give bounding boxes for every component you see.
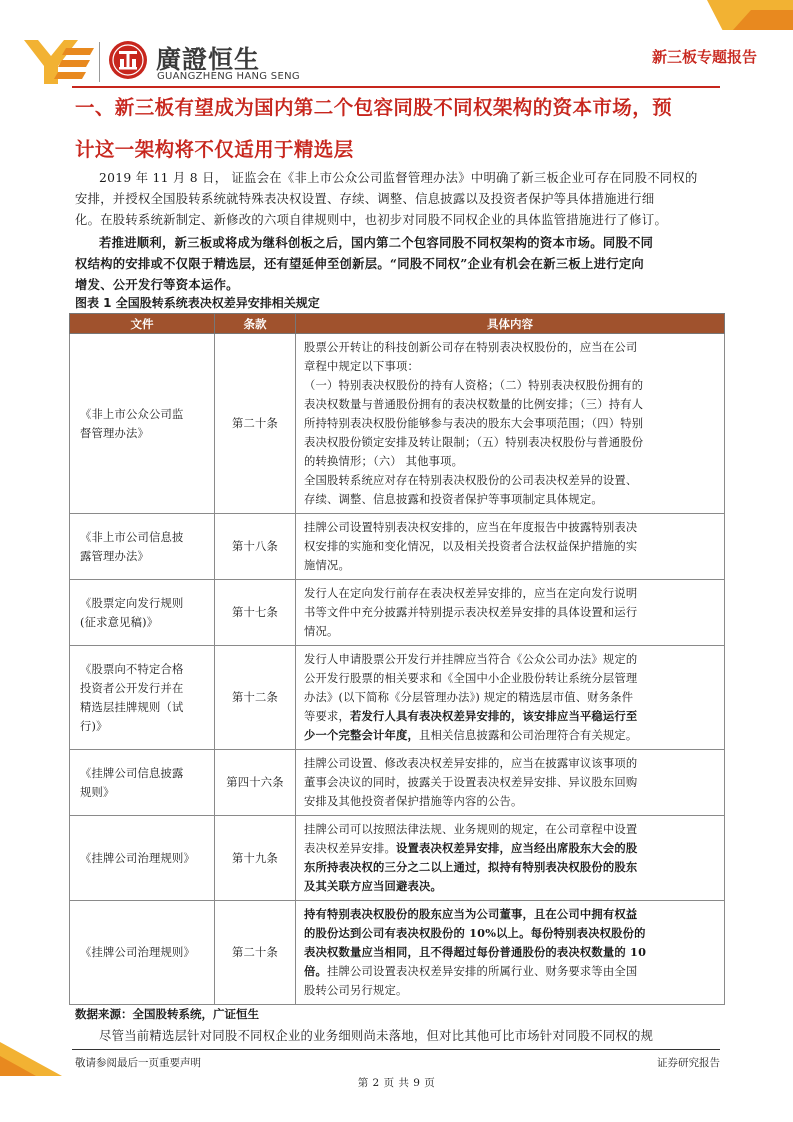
paragraph-outlook [75,232,720,295]
table-body [70,334,725,1005]
content-line [304,414,718,433]
content-line [304,820,718,839]
content-text: 书等文件中充分披露并特别提示表决权差异安排的具体设置和运行 [304,606,638,619]
content-text-bold: 持有特别表决权股份的股东应当为公司董事，且在公司中拥有权益 [304,907,638,921]
report-type-label: 新三板专题报告 [651,48,757,66]
content-line [304,376,718,395]
cell-clause: 第十八条 [215,514,296,580]
content-text: 挂牌公司可以按照法律法规、业务规则的规定，在公司章程中设置 [304,823,638,836]
content-line [304,707,718,726]
document-name-line: 《挂牌公司信息披露 [80,766,184,780]
content-text: 存续、调整、信息披露和投资者保护等事项制定具体规定。 [304,493,603,506]
document-name-line: 《挂牌公司治理规则》 [80,946,195,959]
content-line [304,471,718,490]
cell-clause: 第十二条 [215,646,296,750]
footer-disclaimer-note: 敬请参阅最后一页重要声明 [75,1057,201,1069]
cell-content [296,334,725,514]
cell-content [296,514,725,580]
content-line [304,338,718,357]
content-line [304,924,718,943]
table-header-row [70,314,725,334]
content-text: 的转换情形；（六） 其他事项。 [304,455,464,468]
document-name-line: 投资者公开发行并在 [80,681,184,695]
table-row [70,750,725,816]
regulations-table [69,313,725,1005]
content-text: 章程中规定以下事项： [304,360,419,373]
content-text-bold: 倍。 [304,964,327,978]
content-line [304,943,718,962]
data-source-note: 数据来源：全国股转系统，广证恒生 [75,1007,259,1021]
content-text: 表决权数量与普通股份拥有的表决权数量的比例安排；（三）持有人 [304,398,644,411]
content-line [304,584,718,603]
page-number: 第 2 页 共 9 页 [357,1077,436,1089]
cell-document [70,750,215,816]
content-text: 发行人在定向发行前存在表决权差异安排的，应当在定向发行说明 [304,587,638,600]
document-name-line: 《挂牌公司治理规则》 [80,851,195,865]
content-text: 挂牌公司设置、修改表决权差异安排的，应当在披露审议该事项的 [304,757,638,770]
content-line [304,754,718,773]
ye-logo-icon [24,40,94,84]
table-row [70,334,725,514]
cell-clause: 第十七条 [215,580,296,646]
cell-document [70,514,215,580]
content-line [304,839,718,858]
content-text-bold: 若发行人具有表决权差异安排的，该安排应当平稳运行至 [350,709,638,723]
footer-corner-decoration [0,1042,62,1076]
content-text: 股票公开转让的科技创新公司存在特别表决权股份的，应当在公司 [304,341,638,354]
cell-clause: 第二十条 [215,901,296,1005]
content-line [304,669,718,688]
content-text: 发行人申请股票公开发行并挂牌应当符合《公众公司办法》规定的 [304,653,638,666]
content-text-bold: 的股份达到公司有表决权股份的 10%以上。每份特别表决权股份的 [304,926,646,940]
content-line [304,792,718,811]
paragraph-intro [75,168,720,231]
content-line [304,537,718,556]
document-name-line: 《非上市公司信息披 [80,530,184,544]
content-line [304,452,718,471]
content-line [304,622,718,641]
document-name-line: (征求意见稿)》 [80,615,159,629]
document-name-line: 《股票定向发行规则 [80,596,184,610]
content-text: 挂牌公司设置特别表决权安排的，应当在年度报告中披露特别表决 [304,521,638,534]
content-line [304,650,718,669]
content-line [304,773,718,792]
content-line [304,981,718,1000]
cell-document [70,816,215,901]
document-name-line: 《股票向不特定合格 [80,662,184,676]
figure-title: 图表 1 全国股转系统表决权差异安排相关规定 [75,296,320,310]
paragraph-line: 若推进顺利，新三板或将成为继科创板之后，国内第二个包容同股不同权架构的资本市场。同股不同 [99,235,654,250]
brand-name-cn: 廣證恒生 [156,45,261,74]
content-line [304,357,718,376]
content-line [304,433,718,452]
content-text: 且相关信息披露和公司治理符合有关规定。 [418,729,638,742]
document-name-line: 露管理办法》 [80,549,149,563]
content-text: 权安排的实施和变化情况，以及相关投资者合法权益保护措施的实 [304,540,638,553]
cell-document [70,646,215,750]
table-row [70,514,725,580]
table-row [70,646,725,750]
content-text-bold: 表决权数量应当相同，且不得超过每份普通股份的表决权数量的 10 [304,945,647,959]
content-line [304,603,718,622]
column-header-content: 具体内容 [296,314,725,334]
content-text: 所持特别表决权股份能够参与表决的股东大会事项范围；（四）特别 [304,417,644,430]
content-text: 安排及其他投资者保护措施等内容的公告。 [304,795,523,808]
table-row [70,580,725,646]
paragraph-line: 化。在股转系统新制定、新修改的六项自律规则中，也初步对同股不同权企业的具体监管措施进行了修订。 [75,213,668,227]
content-text: 表决权股份锁定安排及转让限制；（五）特别表决权股份与普通股份 [304,436,644,449]
cell-content [296,750,725,816]
content-text-bold: 设置表决权差异安排，应当经出席股东大会的股 [395,841,638,855]
footer-divider [72,1049,720,1050]
cell-content [296,901,725,1005]
content-text: 情况。 [304,625,339,638]
paragraph-line: 2019 年 11 月 8 日， 证监会在《非上市公众公司监督管理办法》中明确了新三板企业可存在同股不同权的 [99,171,698,185]
paragraph-line: 权结构的安排或不仅限于精选层，还有望延伸至创新层。“同股不同权”企业有机会在新三板上进行定向 [75,256,645,271]
content-text: 等要求， [304,710,350,723]
document-name-line: 规则》 [80,785,115,799]
column-header-clause: 条款 [215,314,296,334]
content-text: 全国股转系统应对存在特别表决权股份的公司表决权差异的设置、 [304,474,638,487]
content-text: 挂牌公司设置表决权差异安排的所属行业、财务要求等由全国 [327,965,638,978]
brand-name-en: GUANGZHENG HANG SENG [157,71,300,82]
table-row [70,901,725,1005]
content-text: 表决权差异安排。 [304,842,396,855]
table-row [70,816,725,901]
content-line [304,688,718,707]
cell-document [70,580,215,646]
section-heading-line-1: 一、新三板有望成为国内第二个包容同股不同权架构的资本市场，预 [75,96,673,119]
document-name-line: 行)》 [80,719,108,733]
cell-document [70,901,215,1005]
content-line [304,962,718,981]
guangzheng-seal-icon [108,40,148,80]
content-text-bold: 及其关联方应当回避表决。 [304,879,442,893]
content-text-bold: 东所持表决权的三分之二以上通过，拟持有特别表决权股份的股东 [304,860,638,874]
header-divider [72,86,720,88]
paragraph-line: 安排，并授权全国股转系统就特殊表决权设置、存续、调整、信息披露以及投资者保护等具体措施进行细 [75,192,655,206]
content-text: 办法》(以下简称《分层管理办法》) 规定的精选层市值、财务条件 [304,691,634,704]
content-line [304,395,718,414]
content-line [304,877,718,896]
cell-content [296,816,725,901]
document-name-line: 《非上市公众公司监 [80,407,184,421]
content-line [304,858,718,877]
logo-separator [99,42,100,82]
document-name-line: 精选层挂牌规则（试 [80,700,184,714]
content-text: 股转公司另行规定。 [304,984,408,997]
cell-content [296,646,725,750]
content-text: 施情况。 [304,559,350,572]
cell-clause: 第四十六条 [215,750,296,816]
paragraph-line: 增发、公开发行等资本运作。 [75,277,239,292]
cell-clause: 第十九条 [215,816,296,901]
content-text: 公开发行股票的相关要求和《全国中小企业股份转让系统分层管理 [304,672,638,685]
cell-document [70,334,215,514]
content-text: 董事会决议的同时，披露关于设置表决权差异安排、异议股东回购 [304,776,638,789]
content-text: （一）特别表决权股份的持有人资格；（二）特别表决权股份拥有的 [304,379,644,392]
content-line [304,518,718,537]
cell-content [296,580,725,646]
content-line [304,556,718,575]
cell-clause: 第二十条 [215,334,296,514]
content-line [304,905,718,924]
column-header-document: 文件 [70,314,215,334]
section-heading-line-2: 计这一架构将不仅适用于精选层 [75,138,354,161]
content-text-bold: 少一个完整会计年度， [304,728,419,742]
paragraph-continuation: 尽管当前精选层针对同股不同权企业的业务细则尚未落地，但对比其他可比市场针对同股不同权的规 [99,1029,654,1043]
footer-report-label: 证券研究报告 [657,1057,720,1069]
document-name-line: 督管理办法》 [80,426,149,440]
content-line [304,490,718,509]
content-line [304,726,718,745]
